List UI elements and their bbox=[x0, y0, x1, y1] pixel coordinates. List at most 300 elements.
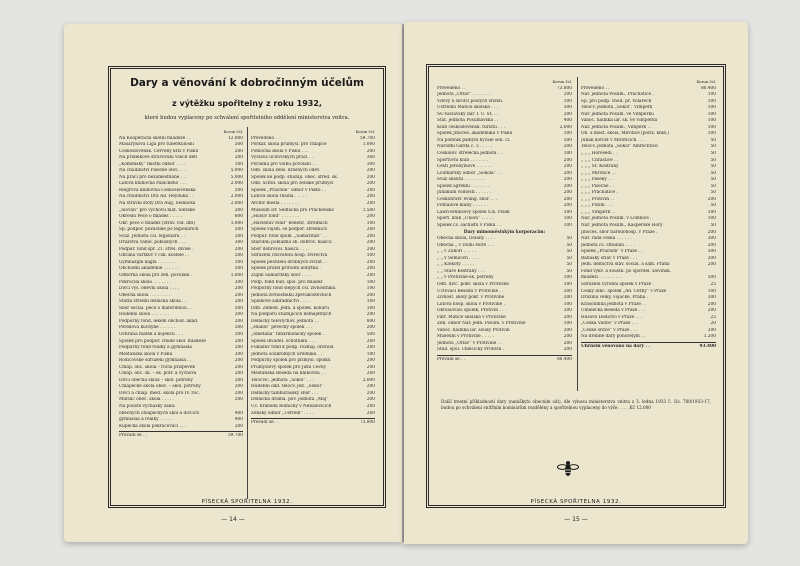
amount: 500 bbox=[707, 275, 716, 281]
amount: 100 bbox=[234, 161, 243, 167]
amount: 100 bbox=[707, 209, 716, 215]
amount: 300 bbox=[366, 161, 375, 167]
amount: 100 bbox=[563, 301, 572, 307]
recipient-name: Junákům volnosti . . . . . . bbox=[437, 190, 492, 196]
amount: 200 bbox=[234, 338, 243, 344]
amount: 100 bbox=[563, 98, 572, 104]
recipient-name: mládeži . . . . . . . . . bbox=[581, 275, 623, 281]
amount: 100 bbox=[707, 216, 716, 222]
recipient-name: Gymnazijní kagla . . . . . . . bbox=[119, 259, 176, 265]
total-label: Převádí se . . bbox=[437, 356, 466, 362]
amount: 200 bbox=[234, 358, 243, 364]
amount: 200 bbox=[234, 286, 243, 292]
amount: 50 bbox=[710, 137, 716, 143]
amount: 200 bbox=[563, 295, 572, 301]
amount: 200 bbox=[563, 334, 572, 340]
amount: 500 bbox=[234, 305, 243, 311]
amount: 100 bbox=[563, 151, 572, 157]
amount: 200 bbox=[234, 148, 243, 154]
recipient-name: Tělocv. jednota „Sokol“, Vimperk bbox=[581, 105, 653, 111]
amount: 600 bbox=[234, 214, 243, 220]
amount: 200 bbox=[707, 196, 716, 202]
amount: 200 bbox=[366, 312, 375, 318]
amount: 200 bbox=[234, 371, 243, 377]
donation-row bbox=[437, 347, 572, 354]
amount: 500 bbox=[234, 253, 243, 259]
amount: 200 bbox=[366, 214, 375, 220]
amount: 100 bbox=[563, 321, 572, 327]
amount: 50 bbox=[710, 183, 716, 189]
total-row bbox=[251, 420, 375, 427]
amount: 50 bbox=[710, 151, 716, 157]
recipient-name: „ „ „ Protivín . . bbox=[581, 196, 615, 202]
amount: 200 bbox=[563, 308, 572, 314]
amount: 200 bbox=[563, 144, 572, 150]
amount: 200 bbox=[366, 325, 375, 331]
recipient-name: Tělocv. jednota „Sokol“ Albrechtice bbox=[581, 144, 658, 150]
amount: 200 bbox=[563, 183, 572, 189]
recipient-name: Fond výkv. a soustk. po spořitel. slovinsk. bbox=[581, 268, 672, 274]
recipient-name: Poradna pro volbu povolání . . bbox=[251, 161, 317, 167]
amount: 5.000 bbox=[230, 168, 243, 174]
amount: 200 bbox=[563, 288, 572, 294]
amount: 100 bbox=[563, 131, 572, 137]
recipient-name: Národní Garda č. 5 . . . . . bbox=[437, 144, 493, 150]
recipient-name: Obecná škola . . . . . . . . bbox=[119, 292, 171, 298]
recipient-name: Stud. spol. Chelčický Protivín . bbox=[437, 347, 505, 353]
recipient-name: gymnasia a reálky . . . . . bbox=[119, 417, 173, 423]
amount: 200 bbox=[563, 190, 572, 196]
recipient-name: Pořekova kuchyně . . . . . . bbox=[119, 325, 176, 331]
recipient-name: Podpůrný spolek pro přímýsl. spolku bbox=[251, 358, 331, 364]
recipient-name: Nár. rada česká . . . . . . bbox=[581, 236, 632, 242]
amount: 800 bbox=[366, 318, 375, 324]
amount: 2.000 bbox=[230, 181, 243, 187]
amount: 200 bbox=[366, 371, 375, 377]
amount: 2.000 bbox=[559, 124, 572, 130]
amount: 50 bbox=[710, 203, 716, 209]
recipient-name: Účtovací Beseda v Protivíně . . bbox=[437, 288, 504, 294]
amount: 200 bbox=[234, 318, 243, 324]
total-value: 80.400 bbox=[556, 356, 572, 362]
recipient-name: „Havlenův fond“ beneﬁc. středních bbox=[251, 220, 328, 226]
amount: 1.500 bbox=[362, 207, 375, 213]
amount: 500 bbox=[234, 266, 243, 272]
amount: 100 bbox=[707, 124, 716, 130]
amount: 1.000 bbox=[230, 220, 243, 226]
recipient-name: Fatr. Matice školská v Protivíně bbox=[437, 314, 506, 320]
amount: 200 bbox=[234, 397, 243, 403]
amount: 200 bbox=[366, 364, 375, 370]
amount: 200 bbox=[366, 201, 375, 207]
recipient-name: „ „ „ Putim . . . bbox=[581, 203, 613, 209]
donation-list bbox=[581, 92, 716, 341]
recipient-name: Na pomník padlým bývalé šen. čl. bbox=[437, 137, 511, 143]
amount: 200 bbox=[707, 262, 716, 268]
amount: 200 bbox=[563, 340, 572, 346]
amount: 200 bbox=[563, 203, 572, 209]
recipient-name: Podporný fond slepých čsl. živnostníků bbox=[251, 286, 336, 292]
amount: 200 bbox=[366, 273, 375, 279]
recipient-name: Tělocvič. jednota „Sokol“ . . . bbox=[251, 377, 314, 383]
amount: 200 bbox=[366, 148, 375, 154]
recipient-name: Krasoumná jednota v Praze . . bbox=[581, 301, 647, 307]
recipient-name: „ „ v Semicích . . . . bbox=[437, 255, 479, 261]
amount: 100 bbox=[366, 286, 375, 292]
amount: 200 bbox=[366, 259, 375, 265]
recipient-name: Riegrova knihovna Československá bbox=[119, 187, 196, 193]
recipient-name: Dělnický tamburašský sbor . . . bbox=[251, 390, 319, 396]
amount: 100 bbox=[366, 299, 375, 305]
recipient-name: Babušky šrlav v Praze . . . bbox=[581, 255, 638, 261]
amount: 200 bbox=[234, 390, 243, 396]
recipient-name: „Česká Vádcě“ v Praze . . . bbox=[581, 321, 639, 327]
recipient-name: Na přídělkové stravování všech dětí bbox=[119, 155, 198, 161]
recipient-name: Ženský odbor „Ústředí“ . . . . bbox=[251, 410, 314, 416]
amount: 200 bbox=[366, 240, 375, 246]
recipient-name: Lidová škola Olšína . . . . . bbox=[251, 194, 308, 200]
recipient-name: Obchodní akademie . . . . . . bbox=[119, 266, 179, 272]
amount: 50 bbox=[566, 262, 572, 268]
column-header: Korun čsl. bbox=[552, 79, 572, 84]
recipient-name: „ „ „ Písečné . . bbox=[581, 183, 614, 189]
recipient-name: Nár. jednota Pošum. v Lomnice . bbox=[581, 216, 652, 222]
amount: 200 bbox=[707, 308, 716, 314]
amount: 300 bbox=[707, 236, 716, 242]
recipient-name: Kupecká škola pokračovací . . . bbox=[119, 423, 187, 429]
recipient-name: „ „ „ Hořesedí . . bbox=[581, 151, 618, 157]
recipient-name: Živnost. školy pokr. v Protivíně bbox=[437, 295, 505, 301]
recipient-name: Pomocná škola v Písku . . . bbox=[251, 148, 309, 154]
recipient-name: Měšťanská Beseda na knihovnu . . bbox=[251, 371, 326, 377]
recipient-name: „Slovan“ pro výchovu mat. Slezské bbox=[119, 207, 195, 213]
amount: 200 bbox=[366, 227, 375, 233]
recipient-name: Na drobné dary pohořelým . . bbox=[581, 334, 646, 340]
carried-value: 59.700 bbox=[359, 135, 375, 141]
amount: 200 bbox=[366, 174, 375, 180]
donation-list bbox=[437, 236, 572, 354]
recipient-name: Sv.-Václavský dar T. U. St. . . bbox=[437, 111, 499, 117]
recipient-name: Spolek pro podpor. chudé škol. mládeže bbox=[119, 338, 206, 344]
amount: 100 bbox=[563, 275, 572, 281]
recipient-name: Sváz. Jednota čsl. legionářů . . bbox=[119, 233, 185, 239]
page-footer: PÍSECKÁ SPOŘITELNA 1932. bbox=[201, 499, 293, 505]
recipient-name: Dívčí obecná škola – škol. potřeby bbox=[119, 377, 193, 383]
recipient-name: „ „ Staré Kestřany . . . bbox=[437, 268, 485, 274]
amount: 200 bbox=[563, 327, 572, 333]
recipient-name: Podpůr. fond spolk. „Samaritán“ . . bbox=[251, 233, 327, 239]
recipient-name: „ „ „ Paseky . . bbox=[581, 177, 613, 183]
recipient-name: Sbor sociál. péče o mateřínnou . . bbox=[119, 305, 193, 311]
amount: 2.000 bbox=[362, 377, 375, 383]
recipient-name: Podporný fond, lékem obchod. akad. bbox=[119, 318, 199, 324]
column-divider bbox=[577, 77, 578, 391]
amount: 5.000 bbox=[230, 174, 243, 180]
recipient-name: Odborná škola pro žen. povolání . bbox=[119, 273, 193, 279]
amount: 100 bbox=[563, 216, 572, 222]
total-label: Převádí se . . bbox=[251, 420, 280, 426]
column-divider bbox=[247, 127, 248, 499]
recipient-name: Ústřední Matice školská . . . bbox=[437, 105, 499, 111]
amount: 100 bbox=[366, 351, 375, 357]
amount: 200 bbox=[563, 157, 572, 163]
recipient-name: Sportovní klub . . . . . . . bbox=[437, 157, 489, 163]
amount: 100 bbox=[366, 220, 375, 226]
amount: 200 bbox=[563, 92, 572, 98]
recipient-name: „Komenský“ místní odbor . . . . bbox=[119, 161, 186, 167]
amount: 50 bbox=[710, 170, 716, 176]
recipient-name: Jednota „Orlav“ . . . . . . . bbox=[437, 92, 491, 98]
recipient-name: Sp. podpor. pozůstalé po legionářích bbox=[119, 227, 199, 233]
amount: 50 bbox=[566, 242, 572, 248]
amount: 400 bbox=[563, 118, 572, 124]
recipient-name: Nár. jednota Pošum., Prachatice . bbox=[581, 92, 654, 98]
page-footer: PÍSECKÁ SPOŘITELNA 1932. bbox=[530, 499, 622, 505]
amount: 200 bbox=[234, 233, 243, 239]
recipient-name: Fukádův fond k podp. rozmaj. obchod. bbox=[251, 345, 335, 351]
carried-label: Převedeno . . bbox=[251, 135, 280, 141]
recipient-name: Starobní pokladna sb. dobrov. hasičů bbox=[251, 240, 332, 246]
recipient-name: Vánoč. nadílka lar. soudy Protivín bbox=[437, 327, 510, 333]
recipient-name: Sp. pro podp. chud. pr. Volarech bbox=[581, 98, 652, 104]
recipient-name: Sport. klub „Union“ . . . . . bbox=[437, 216, 494, 222]
donation-row bbox=[119, 424, 243, 431]
amount: 200 bbox=[366, 410, 375, 416]
recipient-name: Vdovy a sirotci pošlých zřízen. bbox=[437, 98, 504, 104]
amount: 200 bbox=[234, 312, 243, 318]
total-row bbox=[437, 357, 572, 364]
recipient-name: Žen. odbor Nár. jedn. Pošum. v Protivíně bbox=[437, 321, 526, 327]
amount: 100 bbox=[563, 209, 572, 215]
recipient-name: „České srdce“ v Praze . . . bbox=[581, 327, 638, 333]
recipient-name: Český lidíc. spolek „Ad. Černý“ v Praze bbox=[581, 288, 667, 294]
recipient-name: Spolek agrekní . . . . . . . bbox=[437, 183, 489, 189]
recipient-name: Jedn. dělnictva stav. sociál. a sám. Praha bbox=[581, 262, 670, 268]
amount: 100 bbox=[707, 105, 716, 111]
amount: 200 bbox=[366, 233, 375, 239]
amount: 100 bbox=[366, 253, 375, 259]
amount: 12.000 bbox=[227, 135, 243, 141]
amount: 50 bbox=[566, 249, 572, 255]
amount: 20 bbox=[710, 321, 716, 327]
amount: 200 bbox=[366, 390, 375, 396]
recipient-name: Archiv města . . . . . . . bbox=[251, 201, 299, 207]
recipient-name: Odb. učitel. škola pro ženské průmysl bbox=[251, 181, 334, 187]
recipient-name: Družstva valné. pokusných . . . bbox=[119, 240, 186, 246]
recipient-name: Nár. jednota Pošum., Vimperk . . bbox=[581, 124, 652, 130]
recipient-name: Sdružení chovatelů hosp. zvířectva bbox=[251, 253, 328, 259]
amount: 100 bbox=[707, 111, 716, 117]
recipient-name: Župní Samaritský sbor . . . . bbox=[251, 273, 312, 279]
recipient-name: Odb. Zeměd. Jedn. a spolek. konářů bbox=[251, 305, 329, 311]
amount: 200 bbox=[234, 207, 243, 213]
amount: 200 bbox=[234, 246, 243, 252]
recipient-name: Odb. škola žens. krásných oděv. bbox=[251, 168, 321, 174]
amount: 25 bbox=[710, 314, 716, 320]
recipient-name: obecných chlapeckých škol a dívčích bbox=[119, 410, 199, 416]
recipient-name: Lawn-tennisový spolek S.K. Písek bbox=[437, 209, 510, 215]
recipient-name: Junák dorost v Miroticích . . . bbox=[581, 137, 645, 143]
recipient-name: Můrinc obec. škola . . . . . bbox=[119, 397, 175, 403]
amount: 200 bbox=[563, 196, 572, 202]
recipient-name: Okrašlovací spolek, Protivín . . bbox=[437, 308, 504, 314]
recipient-name: „Husův fond“ . . . . . . . bbox=[251, 214, 300, 220]
recipient-name: Odb. dívč. pokr. škola v Protivíně bbox=[437, 281, 509, 287]
donation-list bbox=[437, 92, 572, 229]
amount: 50 bbox=[566, 236, 572, 242]
amount: 100 bbox=[707, 288, 716, 294]
amount: 500 bbox=[563, 137, 572, 143]
amount: 200 bbox=[707, 242, 716, 248]
total-rule bbox=[581, 342, 716, 343]
recipient-name: Obrana vartkuv v čsk. kostele . . bbox=[119, 253, 190, 259]
amount: 200 bbox=[563, 170, 572, 176]
recipient-name: „ „ „ Vimperk . . bbox=[581, 209, 616, 215]
amount: 200 bbox=[366, 384, 375, 390]
recipient-name: Spolek ke podp. studují. obec. střed. šk. bbox=[251, 174, 339, 180]
amount: 50 bbox=[710, 177, 716, 183]
recipient-name: Státní střední lesnická škola . . bbox=[119, 299, 187, 305]
amount: 50 bbox=[710, 190, 716, 196]
amount: 200 bbox=[707, 255, 716, 261]
page-subtitle: z výtěžku spořitelny z roku 1932, bbox=[172, 99, 322, 108]
amount: 200 bbox=[234, 351, 243, 357]
recipient-name: Spolek pěstitelů drobných zvířat . . bbox=[251, 259, 328, 265]
amount: 200 bbox=[366, 266, 375, 272]
amount: 200 bbox=[707, 327, 716, 333]
amount: 200 bbox=[234, 364, 243, 370]
amount: 200 bbox=[366, 181, 375, 187]
carried-value: 80.400 bbox=[700, 85, 716, 91]
left-page bbox=[64, 24, 402, 542]
recipient-name: Na Kooperační školní mládeže . . bbox=[119, 135, 191, 141]
recipient-name: Spolek čs. šachistů v Písku . . bbox=[437, 223, 501, 229]
page-title: Dary a věnování k dobročinným účelům bbox=[130, 77, 364, 89]
carried-label: Převedeno . . bbox=[437, 85, 466, 91]
recipient-name: Podpůrný fond reálky a gymnasia bbox=[119, 345, 192, 351]
recipient-name: Obecná škola, Dolany . . . . bbox=[437, 236, 496, 242]
amount: 50 bbox=[710, 223, 716, 229]
recipient-name: Spolek divadel. ochotníků . . . bbox=[251, 338, 316, 344]
recipient-name: Obecná „ v Dolní Hoře . . . bbox=[437, 242, 495, 248]
amount: 1.000 bbox=[230, 273, 243, 279]
amount: 100 bbox=[234, 259, 243, 265]
amount: 200 bbox=[366, 292, 375, 298]
recipient-name: Na chudinství Písecké obci . . . bbox=[119, 168, 186, 174]
amount: 100 bbox=[366, 305, 375, 311]
recipient-name: Jednota čs. stťádalů . . . . bbox=[581, 242, 635, 248]
recipient-name: Okr. péče o mládež (stráv. vid. dítí) bbox=[119, 220, 195, 226]
column-header: Korun čsl. bbox=[223, 129, 243, 134]
recipient-name: Nár. jednota Pošum. ve Vimperku bbox=[581, 111, 654, 117]
recipient-name: „ „ „ Mirotice . . bbox=[581, 170, 616, 176]
amount: 50 bbox=[566, 268, 572, 274]
recipient-name: Na chudinství Dra Ad. Heyduka . . bbox=[119, 194, 194, 200]
recipient-name: „ „ v Protivíně-šk. potřeby bbox=[437, 275, 494, 281]
total-value: 73.800 bbox=[359, 420, 375, 426]
recipient-name: Jednota „Orlav“ v Protivíně . . bbox=[437, 340, 502, 346]
grand-total-value: 93.400 bbox=[699, 343, 716, 349]
column-header: Korun čsl. bbox=[696, 79, 716, 84]
amount: 500 bbox=[234, 142, 243, 148]
right-page-frame bbox=[426, 64, 726, 508]
recipient-name: Jednota soukromých úředníků . . bbox=[251, 351, 322, 357]
recipient-name: Československ. Červený kříž v Písku bbox=[119, 148, 199, 154]
recipient-name: Jednota živnostníků zpěvákostevních bbox=[251, 292, 332, 298]
amount: 200 bbox=[366, 187, 375, 193]
recipient-name: Umělecká Beseda v Praze . . . bbox=[581, 308, 646, 314]
carried-value: 73.800 bbox=[556, 85, 572, 91]
right-column-1 bbox=[437, 79, 572, 364]
amount: 200 bbox=[234, 423, 243, 429]
recipient-name: Dělnický tělovýchov. jednota . . bbox=[251, 318, 319, 324]
recipient-name: Ob. a měšť. škola, Mirotice (pořiz. knih.) bbox=[581, 131, 670, 137]
left-page-frame bbox=[108, 66, 386, 508]
recipient-name: Chlap. obč. škola – roční příspěvek bbox=[119, 364, 195, 370]
recipient-name: Nár. jednota Pošum., Kašperské Hory bbox=[581, 223, 663, 229]
total-value: 59.700 bbox=[227, 433, 243, 439]
amount: 100 bbox=[707, 92, 716, 98]
carried-label: Převedeno . . bbox=[581, 85, 610, 91]
recipient-name: Lidová knihovna Palackého . . . bbox=[119, 181, 187, 187]
recipient-name: Pokročilá škola . . . . . . . bbox=[119, 279, 172, 285]
amount: 500 bbox=[234, 227, 243, 233]
amount: 50 bbox=[710, 144, 716, 150]
recipient-name: Lidová hosp. škola v Protivíně . bbox=[437, 301, 505, 307]
section-heading: Dary mimoměstským korporacím: bbox=[463, 229, 546, 235]
recipient-name: Stát. jednota Pošumavská . . bbox=[437, 118, 499, 124]
amount: 400 bbox=[234, 417, 243, 423]
recipient-name: Klub československ. turistů . . . bbox=[437, 124, 506, 130]
amount: 100 bbox=[707, 98, 716, 104]
amount: 200 bbox=[563, 314, 572, 320]
amount: 200 bbox=[234, 299, 243, 305]
total-rule bbox=[119, 431, 243, 432]
recipient-name: Na pouště vycházky žáků: bbox=[119, 403, 176, 409]
amount: 1.000 bbox=[362, 142, 375, 148]
recipient-name: „ „ Klokoty . . . . . bbox=[437, 262, 475, 268]
recipient-name: Podpůr. fond spr. 21. střel. divise . bbox=[119, 246, 194, 252]
right-page bbox=[404, 22, 748, 544]
total-rule bbox=[251, 418, 375, 419]
amount: 1.200 bbox=[703, 334, 716, 340]
recipient-name: Hodební škola . . . . . . . bbox=[119, 312, 170, 318]
recipient-name: Spolek „Práchně“ odbor v Písku . . bbox=[251, 187, 327, 193]
recipient-name: Chlapecké škola obec. – škol. potřeby bbox=[119, 384, 201, 390]
donation-list bbox=[119, 136, 243, 431]
page-number: — 15 — bbox=[564, 516, 588, 523]
recipient-name: Dělnická drama. pěv. jednota „Máj“ bbox=[251, 397, 329, 403]
recipient-name: Chlap. obč. šk. – šk. potř. a výchova bbox=[119, 371, 197, 377]
recipient-name: Na podporu studujících nemajetných bbox=[251, 312, 332, 318]
recipient-name: Spolek Jihočes. akademiků v Písku bbox=[437, 131, 513, 137]
amount: 200 bbox=[366, 194, 375, 200]
amount: 300 bbox=[707, 249, 716, 255]
recipient-name: Spolek „Prácheň“ v Praze . . bbox=[581, 249, 643, 255]
recipient-name: „Hlahol“ pěvecký spolek . . . bbox=[251, 325, 313, 331]
amount: 200 bbox=[366, 397, 375, 403]
amount: 300 bbox=[234, 240, 243, 246]
amount: 300 bbox=[563, 105, 572, 111]
amount: 50 bbox=[710, 164, 716, 170]
amount: 100 bbox=[563, 223, 572, 229]
amount: 200 bbox=[707, 301, 716, 307]
recipient-name: Průmyslový spolek pro Jižní Čechy bbox=[251, 364, 327, 370]
amount: 50 bbox=[566, 255, 572, 261]
recipient-name: Husovo Dědictví v Praze . . . bbox=[581, 314, 643, 320]
recipient-name: Pořkař. škola průmysl. pro chlapce bbox=[251, 142, 327, 148]
recipient-name: Dívčí vyš. oděvní škola . . . . bbox=[119, 286, 180, 292]
